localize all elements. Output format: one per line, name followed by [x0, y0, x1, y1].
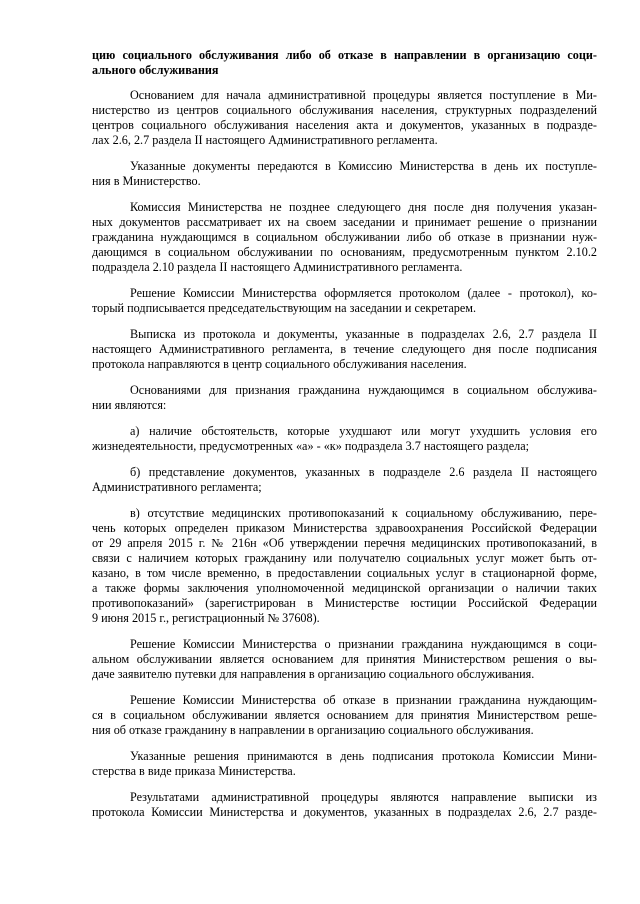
paragraph	[92, 693, 597, 738]
paragraph-line: лах 2.6, 2.7 раздела II настоящего Административного регламента.	[92, 133, 438, 147]
paragraph-line: дающимся в социальном обслуживании по основаниям, предусмотренным пунктом 2.10.2	[92, 245, 597, 259]
paragraph-line: Основаниями для признания гражданина нуждающимся в социальном обслужива-	[130, 383, 597, 397]
paragraph-line: Решение Комиссии Министерства об отказе в признании гражданина нуждающим-	[130, 693, 597, 707]
paragraph-line: ния в Министерство.	[92, 174, 201, 188]
paragraph-line: Основанием для начала административной процедуры является поступление в Ми-	[130, 88, 597, 102]
paragraph	[92, 506, 597, 626]
paragraph-line: Результатами административной процедуры являются направление выписки из	[130, 790, 597, 804]
paragraph-line: торый подписывается председательствующим на заседании и секретарем.	[92, 301, 476, 315]
paragraph-line: нистерство из центров социального обслуживания населения, структурных подразделений	[92, 103, 597, 117]
paragraph-line: чень которых определен приказом Министерства здравоохранения Российской Федерации	[92, 521, 597, 535]
paragraph	[92, 200, 597, 275]
paragraph-line: а также формы заключения уполномоченной медицинской организации о наличии таких	[92, 581, 597, 595]
paragraph-line: 9 июня 2015 г., регистрационный № 37608).	[92, 611, 320, 625]
paragraph-line: ных документов рассматривает их на своем заседании и принимает решение о признании	[92, 215, 597, 229]
paragraph-line: альном обслуживании является основанием для принятия Министерством решения о вы-	[92, 652, 597, 666]
paragraph-line: Решение Комиссии Министерства о признании гражданина нуждающимся в соци-	[130, 637, 597, 651]
paragraph-line: Указанные решения принимаются в день подписания протокола Комиссии Мини-	[130, 749, 597, 763]
paragraph	[92, 465, 597, 495]
paragraph-line: связи с наличием которых гражданину или получателю социальных услуг может быть от-	[92, 551, 597, 565]
paragraph-line: нии являются:	[92, 398, 167, 412]
paragraph-line: а) наличие обстоятельств, которые ухудшают или могут ухудшить условия его	[130, 424, 597, 438]
paragraph-line: жизнедеятельности, предусмотренных «а» - «к» подраздела 3.7 настоящего раздела;	[92, 439, 530, 453]
paragraph	[92, 637, 597, 682]
paragraph-line: Административного регламента;	[92, 480, 262, 494]
paragraph-line: гражданина нуждающимся в социальном обслуживании либо об отказе в признании нуж-	[92, 230, 597, 244]
paragraph-line: Выписка из протокола и документы, указанные в подразделах 2.6, 2.7 раздела II	[130, 327, 597, 341]
paragraph-line: ния об отказе гражданину в направлении в организацию социального обслуживания.	[92, 723, 534, 737]
paragraph-line: в) отсутствие медицинских противопоказаний к социальному обслуживанию, пере-	[130, 506, 597, 520]
paragraph-line: протокола Комиссии Министерства и документов, указанных в подразделах 2.6, 2.7 разде-	[92, 805, 597, 819]
heading-line: ального обслуживания	[92, 63, 219, 77]
paragraph	[92, 383, 597, 413]
paragraph-line: центров социального обслуживания населения акта и документов, указанных в подразде-	[92, 118, 597, 132]
paragraph	[92, 327, 597, 372]
paragraph	[92, 286, 597, 316]
paragraph-line: ся в социальном обслуживании является основанием для принятия Министерством реше-	[92, 708, 597, 722]
paragraph-line: от 29 апреля 2015 г. № 216н «Об утверждении перечня медицинских противопоказаний, в	[92, 536, 597, 550]
paragraph-line: казано, в том числе временно, в предоставлении социальных услуг в стационарной форме,	[92, 566, 597, 580]
heading-line: цию социального обслуживания либо об отказе в направлении в организацию соци-	[92, 48, 597, 62]
section-heading	[92, 48, 597, 78]
paragraph	[92, 424, 597, 454]
paragraph-line: настоящего Административного регламента, в течение следующего дня после подписания	[92, 342, 597, 356]
paragraph	[92, 749, 597, 779]
paragraph-list	[92, 88, 597, 820]
paragraph	[92, 790, 597, 820]
paragraph-line: протокола направляются в центр социального обслуживания населения.	[92, 357, 467, 371]
paragraph-line: подраздела 2.10 раздела II настоящего Административного регламента.	[92, 260, 463, 274]
paragraph	[92, 88, 597, 148]
paragraph-line: противопоказаний» (зарегистрирован в Министерстве юстиции Российской Федерации	[92, 596, 597, 610]
paragraph-line: б) представление документов, указанных в подразделе 2.6 раздела II настоящего	[130, 465, 597, 479]
document-body	[92, 48, 597, 831]
paragraph	[92, 159, 597, 189]
paragraph-line: Комиссия Министерства не позднее следующего дня после дня получения указан-	[130, 200, 597, 214]
paragraph-line: стерства в виде приказа Министерства.	[92, 764, 296, 778]
paragraph-line: Указанные документы передаются в Комиссию Министерства в день их поступле-	[130, 159, 597, 173]
paragraph-line: Решение Комиссии Министерства оформляется протоколом (далее - протокол), ко-	[130, 286, 597, 300]
paragraph-line: даче заявителю путевки для направления в организацию социального обслуживания.	[92, 667, 535, 681]
